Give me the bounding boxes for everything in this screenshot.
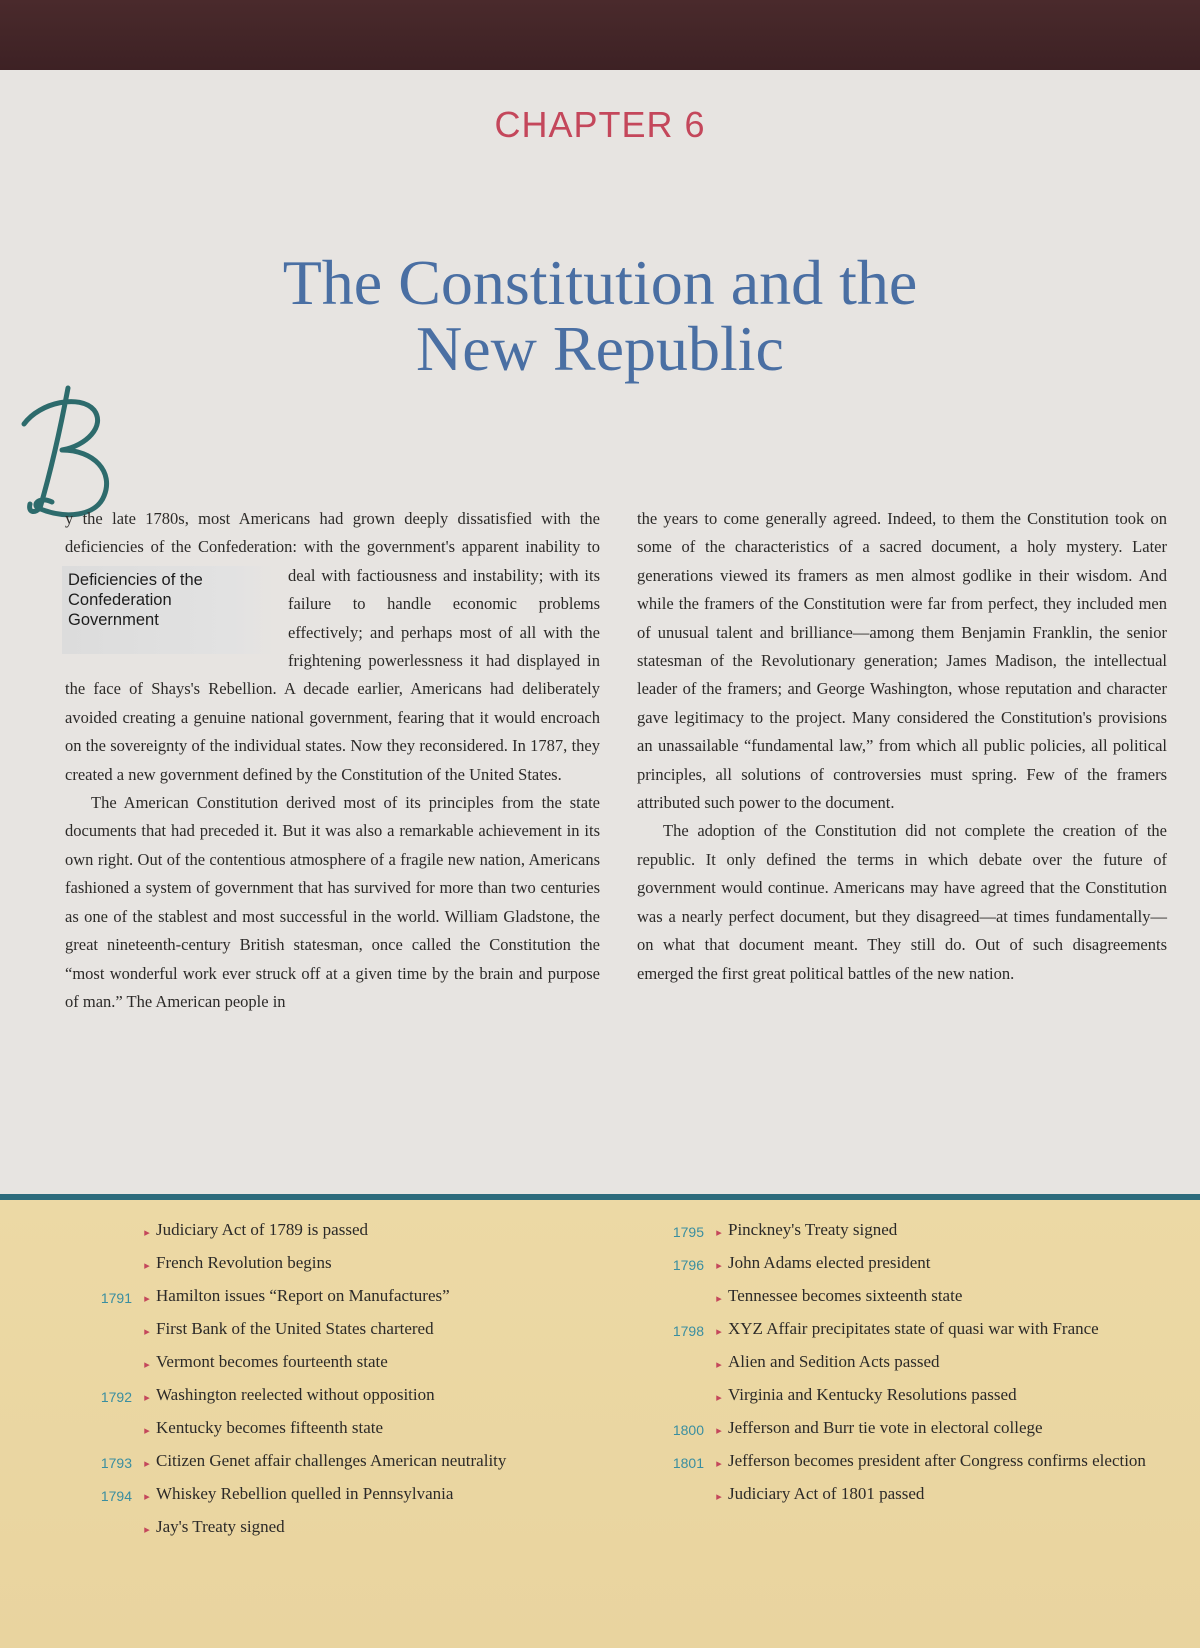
timeline-year: 1793 [100, 1455, 132, 1471]
bullet-icon: ▸ [716, 1491, 722, 1503]
timeline-panel [0, 1200, 1200, 1648]
bullet-icon: ▸ [144, 1326, 150, 1338]
right-column [637, 505, 1167, 988]
timeline-year [660, 1286, 710, 1288]
chapter-label: CHAPTER 6 [494, 104, 706, 145]
timeline-right-column [660, 1220, 1180, 1517]
top-band [0, 0, 1200, 70]
timeline-event: Alien and Sedition Acts passed [728, 1352, 940, 1371]
timeline-event: French Revolution begins [156, 1253, 332, 1272]
paragraph-2: The American Constitution derived most of its principles from the state documents that had preceded it. But it was also a remarkable achievement in its own right. Out of the contentious atmosphere of a fragile new nation, Americans fashioned a system of government that has survived for more than two centuries as one of the stablest and most successful in the world. William Gladstone, the great nineteenth-century British statesman, once called the Constitution the “most wonderful work ever struck off at a given time by the brain and purpose of man.” The American people in [65, 793, 600, 1011]
bullet-icon: ▸ [144, 1260, 150, 1272]
timeline-item [660, 1352, 1180, 1375]
bullet-icon: ▸ [716, 1425, 722, 1437]
timeline-event: Kentucky becomes fifteenth state [156, 1418, 384, 1437]
timeline-year: 1796 [672, 1257, 704, 1273]
timeline-event: Pinckney's Treaty signed [728, 1220, 898, 1239]
timeline-item [660, 1385, 1180, 1408]
timeline-event: First Bank of the United States chartered [156, 1319, 434, 1338]
timeline-item [660, 1451, 1180, 1474]
timeline-item [660, 1418, 1180, 1441]
timeline-item [90, 1352, 610, 1375]
bullet-icon: ▸ [716, 1227, 722, 1239]
paragraph-1-rest: with its failure to handle economic problems effectively; and perhaps most of all with the frightening powerlessness it had displayed in the face of Shays's Rebellion. A decade earlier, Americans had deliberately avoided creating a genuine national government, fearing that it would encroach on the sovereignty of the individual states. Now they reconsidered. In 1787, they created a new government defined by the Constitution of the United States. [65, 565, 601, 784]
timeline-item [90, 1451, 610, 1474]
chapter-title [0, 247, 1200, 384]
timeline-year [90, 1418, 138, 1420]
timeline-event: Washington reelected without opposition [156, 1385, 435, 1404]
timeline-year: 1794 [100, 1488, 132, 1504]
bullet-icon: ▸ [144, 1227, 150, 1239]
timeline-year [660, 1352, 710, 1354]
title-line-2: New Republic [416, 313, 784, 384]
bullet-icon: ▸ [144, 1491, 150, 1503]
margin-note [62, 566, 274, 654]
timeline-event: Vermont becomes fourteenth state [156, 1352, 388, 1371]
timeline-year: 1791 [100, 1290, 132, 1306]
paragraph-3: the years to come generally agreed. Indeed, to them the Constitution took on some of the characteristics of a sacred document, a holy mystery. Later generations viewed its framers as men almost godlike in their wisdom. And while the framers of the Constitution were far from perfect, they included men of unusual talent and brilliance—among them Benjamin Franklin, the senior statesman of the Revolutionary generation; James Madison, the intellectual leader of the framers; and George Washington, whose reputation and character gave legitimacy to the project. Many considered the Constitution's provisions an unassailable “fundamental law,” from which all public policies, all political principles, all solutions of controversies must spring. Few of the framers attributed such power to the document. [637, 509, 1167, 813]
timeline-event: XYZ Affair precipitates state of quasi war with France [728, 1319, 1099, 1338]
timeline-event: John Adams elected president [728, 1253, 931, 1272]
timeline-event: Hamilton issues “Report on Manufactures” [156, 1286, 450, 1305]
timeline-item [90, 1253, 610, 1276]
timeline-item [90, 1517, 610, 1540]
timeline-item [660, 1286, 1180, 1309]
timeline-year: 1801 [672, 1455, 704, 1471]
paragraph-1 [65, 505, 600, 789]
timeline-year [90, 1253, 138, 1255]
bullet-icon: ▸ [144, 1392, 150, 1404]
timeline-event: Citizen Genet affair challenges American neutrality [156, 1451, 507, 1470]
left-column [65, 505, 600, 1016]
timeline-event: Judiciary Act of 1789 is passed [156, 1220, 368, 1239]
timeline-event: Jefferson and Burr tie vote in electoral college [728, 1418, 1043, 1437]
margin-note-line-2: Confederation [68, 590, 172, 609]
timeline-item [660, 1484, 1180, 1507]
timeline-year: 1792 [100, 1389, 132, 1405]
timeline-year: 1800 [672, 1422, 704, 1438]
paragraph-4: The adoption of the Constitution did not complete the creation of the republic. It only defined the terms in which debate over the future of government would continue. Americans may have agreed that the Constitution was a nearly perfect document, but they disagreed—at times fundamentally—on what that document meant. They still do. Out of such disagreements emerged the first great political battles of the new nation. [637, 821, 1167, 983]
margin-note-line-3: Government [68, 610, 159, 629]
bullet-icon: ▸ [716, 1260, 722, 1272]
timeline-item [660, 1253, 1180, 1276]
timeline-event: Whiskey Rebellion quelled in Pennsylvania [156, 1484, 454, 1503]
timeline-year [660, 1484, 710, 1486]
timeline-year [90, 1319, 138, 1321]
bullet-icon: ▸ [144, 1425, 150, 1437]
margin-note-line-1: Deficiencies of the [68, 570, 203, 589]
timeline-item [90, 1220, 610, 1243]
timeline-left-column [90, 1220, 610, 1550]
bullet-icon: ▸ [144, 1524, 150, 1536]
timeline-year [90, 1517, 138, 1519]
timeline-event: Virginia and Kentucky Resolutions passed [728, 1385, 1017, 1404]
title-line-1: The Constitution and the [282, 247, 918, 318]
timeline-item [90, 1418, 610, 1441]
timeline-year [660, 1385, 710, 1387]
timeline-event: Jefferson becomes president after Congress confirms election [728, 1451, 1146, 1470]
bullet-icon: ▸ [716, 1326, 722, 1338]
timeline-item [90, 1286, 610, 1309]
timeline-item [90, 1319, 610, 1342]
timeline-event: Judiciary Act of 1801 passed [728, 1484, 925, 1503]
timeline-year: 1798 [672, 1323, 704, 1339]
bullet-icon: ▸ [716, 1293, 722, 1305]
timeline-year: 1795 [672, 1224, 704, 1240]
timeline-item [660, 1220, 1180, 1243]
timeline-item [90, 1484, 610, 1507]
timeline-item [660, 1319, 1180, 1342]
bullet-icon: ▸ [144, 1293, 150, 1305]
bullet-icon: ▸ [144, 1359, 150, 1371]
timeline-year [90, 1352, 138, 1354]
timeline-item [90, 1385, 610, 1408]
bullet-icon: ▸ [716, 1359, 722, 1371]
timeline-event: Jay's Treaty signed [156, 1517, 285, 1536]
bullet-icon: ▸ [716, 1458, 722, 1470]
paragraph-1-start: y the late 1780s, most Americans had grown deeply dissatisfied with the deficiencies of the Confederation: with the government's apparent inability to deal with factiousness and instability; [65, 509, 600, 585]
timeline-event: Tennessee becomes sixteenth state [728, 1286, 963, 1305]
bullet-icon: ▸ [716, 1392, 722, 1404]
timeline-year [90, 1220, 138, 1222]
bullet-icon: ▸ [144, 1458, 150, 1470]
